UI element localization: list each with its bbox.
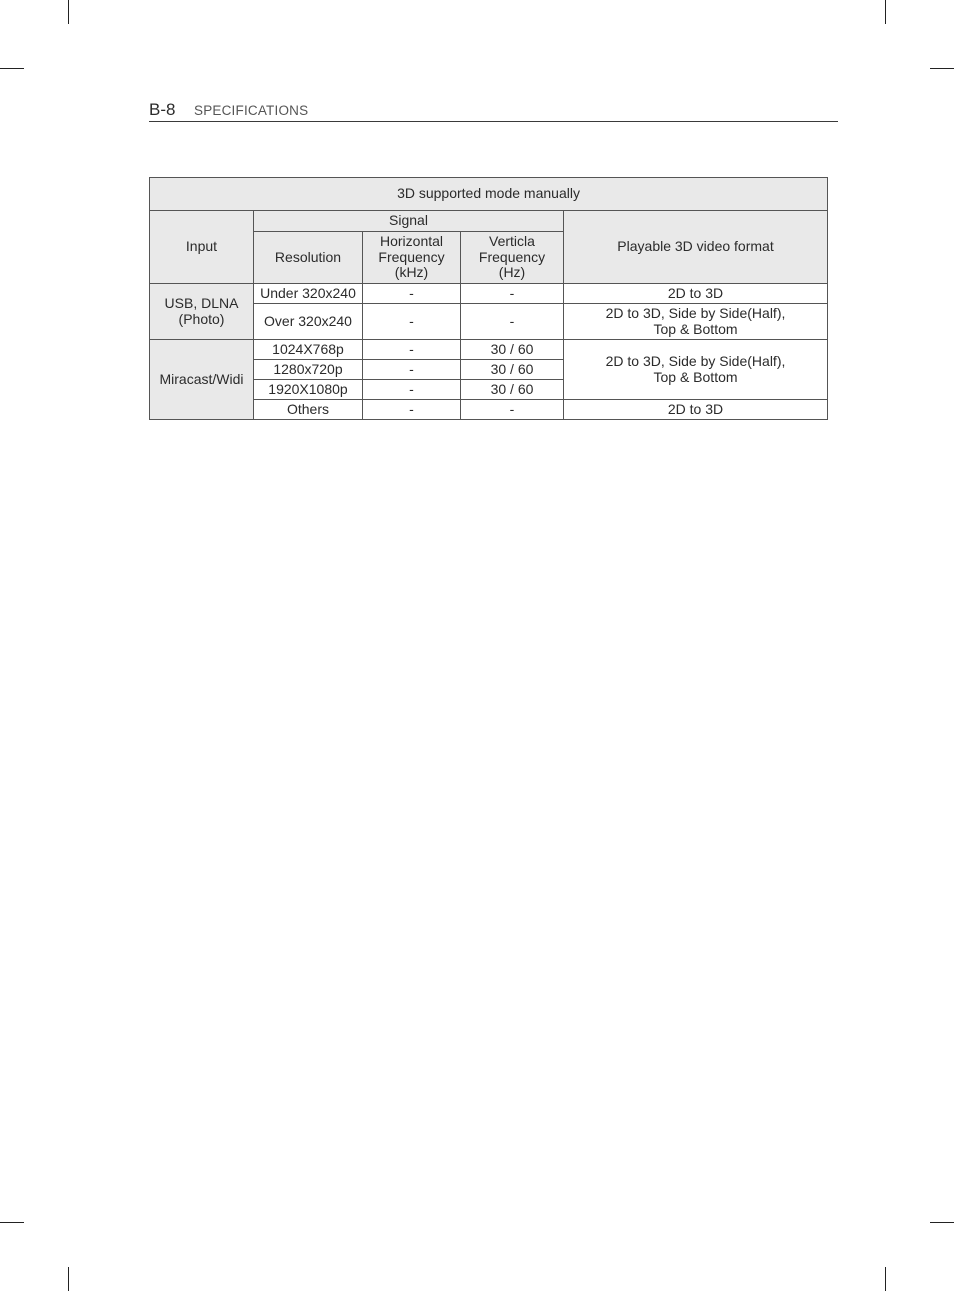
- table-title: 3D supported mode manually: [150, 178, 828, 211]
- format-cell-shared: 2D to 3D, Side by Side(Half), Top & Bottom: [564, 340, 828, 400]
- h-freq-cell: -: [363, 340, 461, 360]
- input-cell-usb-dlna: USB, DLNA (Photo): [150, 284, 254, 340]
- format-cell: 2D to 3D: [564, 284, 828, 304]
- header-input: Input: [150, 211, 254, 284]
- page-header: [149, 99, 838, 122]
- table-row: [150, 284, 828, 304]
- format-cell: 2D to 3D: [564, 400, 828, 420]
- v-freq-cell: 30 / 60: [461, 360, 564, 380]
- resolution-cell: 1920X1080p: [254, 380, 363, 400]
- resolution-cell: 1024X768p: [254, 340, 363, 360]
- page-number: B-8: [149, 100, 176, 119]
- h-freq-cell: -: [363, 400, 461, 420]
- h-freq-cell: -: [363, 380, 461, 400]
- section-title: SPECIFICATIONS: [194, 103, 309, 118]
- v-freq-cell: -: [461, 304, 564, 340]
- v-freq-cell: -: [461, 284, 564, 304]
- resolution-cell: Others: [254, 400, 363, 420]
- format-cell: 2D to 3D, Side by Side(Half), Top & Bottom: [564, 304, 828, 340]
- crop-mark-right-bottom: [930, 1222, 954, 1223]
- header-format: Playable 3D video format: [564, 211, 828, 284]
- header-resolution: Resolution: [254, 232, 363, 284]
- v-freq-cell: 30 / 60: [461, 340, 564, 360]
- table-row: [150, 340, 828, 360]
- resolution-cell: Under 320x240: [254, 284, 363, 304]
- 3d-mode-table: [149, 177, 828, 420]
- v-freq-cell: 30 / 60: [461, 380, 564, 400]
- header-horizontal-frequency: Horizontal Frequency (kHz): [363, 232, 461, 284]
- crop-mark-right-top: [930, 68, 954, 69]
- input-cell-miracast: Miracast/Widi: [150, 340, 254, 420]
- header-signal: Signal: [254, 211, 564, 232]
- resolution-cell: Over 320x240: [254, 304, 363, 340]
- h-freq-cell: -: [363, 360, 461, 380]
- crop-mark-bottom-right: [885, 1267, 886, 1291]
- crop-mark-left-bottom: [0, 1222, 24, 1223]
- crop-mark-top-right: [885, 0, 886, 24]
- h-freq-cell: -: [363, 304, 461, 340]
- h-freq-cell: -: [363, 284, 461, 304]
- header-vertical-frequency: Verticla Frequency (Hz): [461, 232, 564, 284]
- crop-mark-left-top: [0, 68, 24, 69]
- v-freq-cell: -: [461, 400, 564, 420]
- resolution-cell: 1280x720p: [254, 360, 363, 380]
- crop-mark-top-left: [68, 0, 69, 24]
- crop-mark-bottom-left: [68, 1267, 69, 1291]
